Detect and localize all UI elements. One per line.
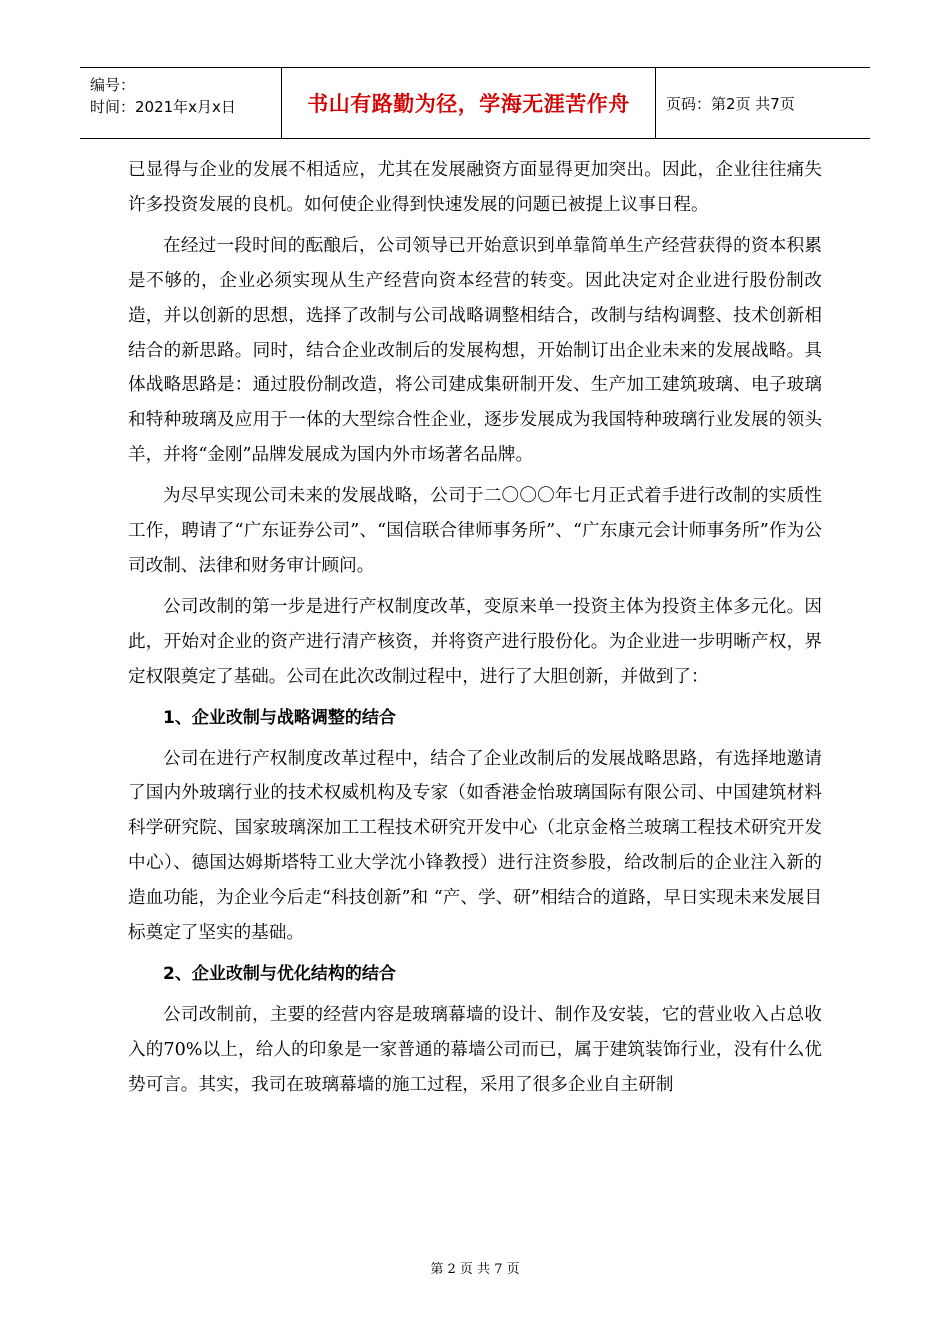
section-heading-1: 1、企业改制与战略调整的结合: [163, 707, 396, 728]
header-page-info: 页码：第2页 共7页: [666, 94, 795, 113]
header-meta: [80, 68, 282, 138]
paragraph-4: 公司改制的第一步是进行产权制度改革，变原来单一投资主体为投资主体多元化。因此，开始对企业的资产进行清产核资，并将资产进行股份化。为企业进一步明晰产权，界定权限奠定了基础。公司在此次改制过程中，进行了大胆创新，并做到了：: [128, 596, 822, 687]
paragraph-6: 公司改制前，主要的经营内容是玻璃幕墙的设计、制作及安装，它的营业收入占总收入的70%以上，给人的印象是一家普通的幕墙公司而已，属于建筑装饰行业，没有什么优势可言。其实，我司在玻璃幕墙的施工过程，采用了很多企业自主研制: [128, 1004, 822, 1095]
page-footer: 第 2 页 共 7 页: [430, 1262, 520, 1277]
page-header: [80, 67, 870, 139]
paragraph-1: 已显得与企业的发展不相适应，尤其在发展融资方面显得更加突出。因此，企业往往痛失许多投资发展的良机。如何使企业得到快速发展的问题已被提上议事日程。: [128, 160, 822, 215]
paragraph-5: 公司在进行产权制度改革过程中，结合了企业改制后的发展战略思路，有选择地邀请了国内外玻璃行业的技术权威机构及专家（如香港金怡玻璃国际有限公司、中国建筑材料科学研究院、国家玻璃深加工工程技术研究开发中心（北京金格兰玻璃工程技术研究开发中心）、德国达姆斯塔特工业大学沈小锋教授）进行注资参股，给改制后的企业注入新的造血功能，为企业今后走“科技创新”和 “产、学、研”相结合的道路，早日实现未来发展目标奠定了坚实的基础。: [128, 748, 822, 944]
time-label: 时间：2021年x月x日: [90, 98, 236, 116]
paragraph-2: 在经过一段时间的酝酿后，公司领导已开始意识到单靠简单生产经营获得的资本积累是不够的，企业必须实现从生产经营向资本经营的转变。因此决定对企业进行股份制改造，并以创新的思想，选择了改制与公司战略调整相结合，改制与结构调整、技术创新相结合的新思路。同时，结合企业改制后的发展构想，开始制订出企业未来的发展战略。具体战略思路是：通过股份制改造，将公司建成集研制开发、生产加工建筑玻璃、电子玻璃和特种玻璃及应用于一体的大型综合性企业，逐步发展成为我国特种玻璃行业发展的领头羊，并将“金刚”品牌发展成为国内外市场著名品牌。: [128, 235, 822, 466]
paragraph-3: 为尽早实现公司未来的发展战略，公司于二〇〇〇年七月正式着手进行改制的实质性工作，聘请了“广东证券公司”、“国信联合律师事务所”、“广东康元会计师事务所”作为公司改制、法律和财务审计顾问。: [128, 486, 822, 576]
doc-number-label: 编号：: [90, 76, 136, 94]
document-body: [128, 153, 822, 1103]
section-heading-2: 2、企业改制与优化结构的结合: [163, 963, 396, 984]
header-motto: 书山有路勤为径，学海无涯苦作舟: [282, 68, 656, 138]
